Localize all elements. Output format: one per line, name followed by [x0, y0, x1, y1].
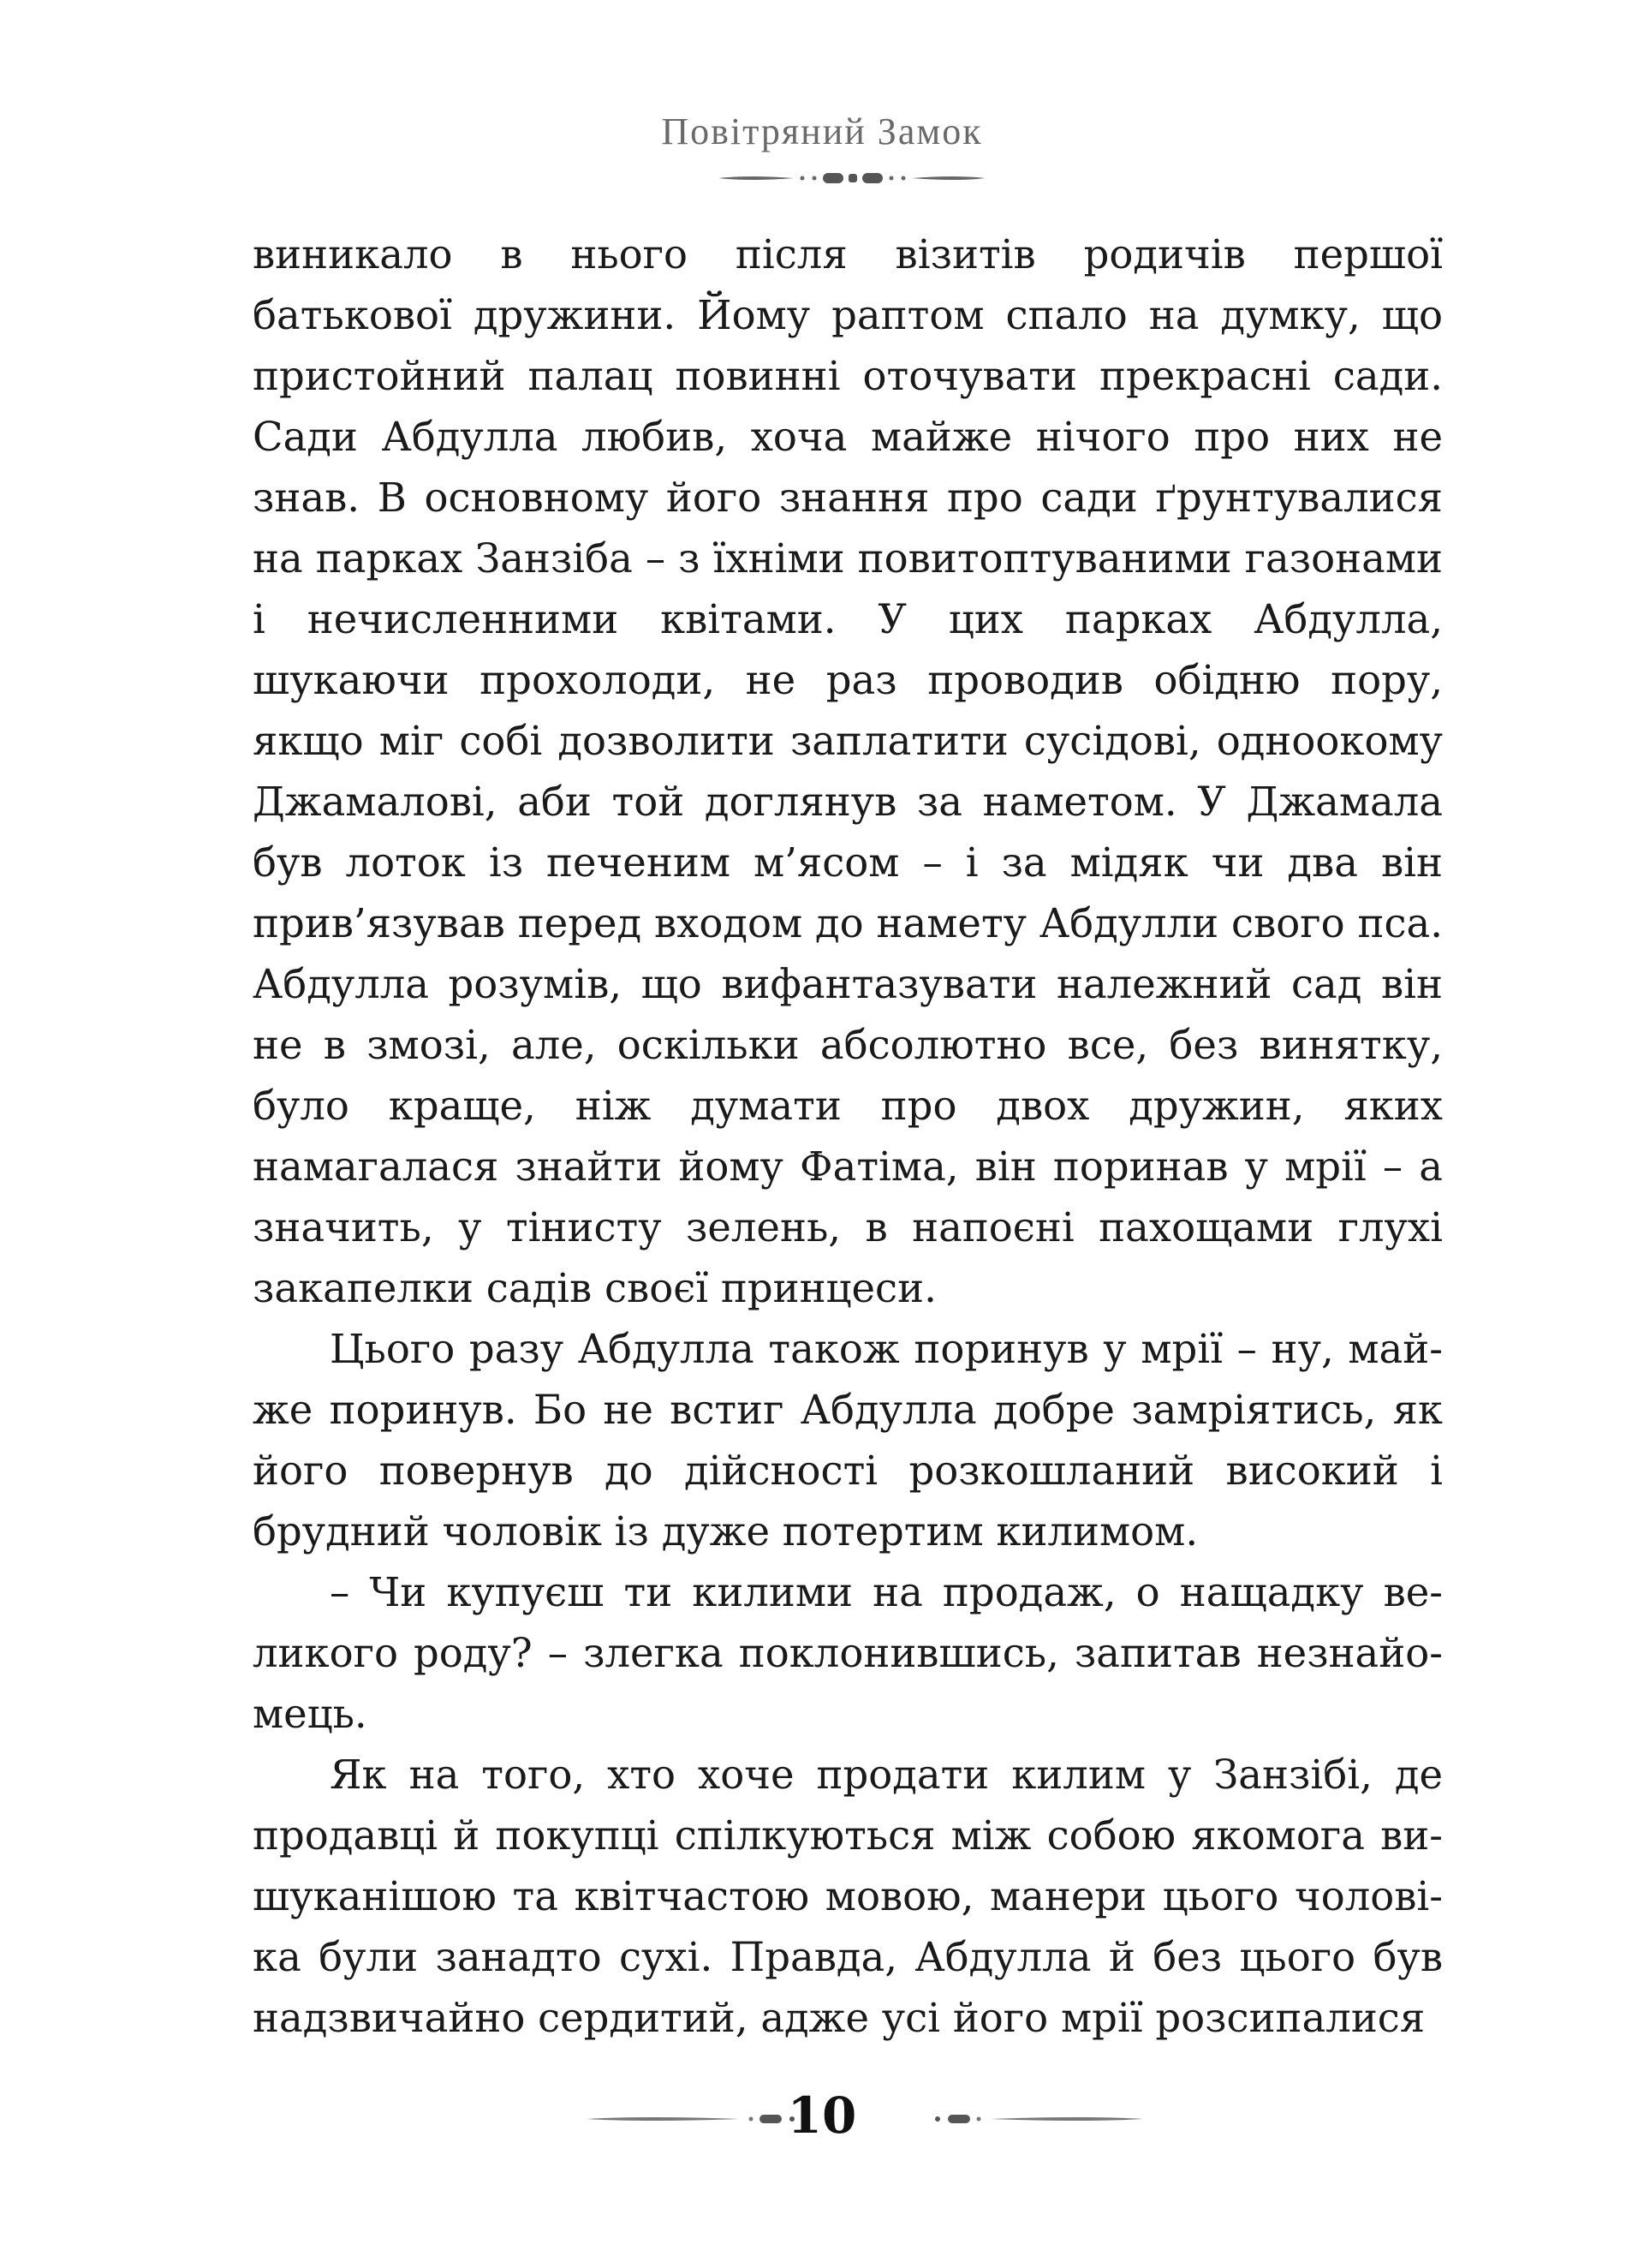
- page-number: 10: [787, 2086, 857, 2145]
- paragraph-3: – Чи купуєш ти килими на продаж, о нащадку великого роду? – злегка поклонившись, запитав незнайомець.: [253, 1569, 1443, 1737]
- header-ornament-icon: [715, 168, 989, 188]
- paragraph-2: Цього разу Абдулла також поринув у мрії – ну, майже поринув. Бо не встиг Абдулла добре замріятись, як його повернув до дійсності розкошланий високий і брудний чоловік із дуже потертим килимом.: [253, 1326, 1443, 1555]
- running-title: Повітряний Замок: [661, 110, 983, 152]
- page-footer: [0, 2081, 1644, 2150]
- paragraph-4: Як на того, хто хоче продати килим у Занзібі, де продавці й покупці спілкуються між собою якомога вишуканішою та квітчастою мовою, манери цього чоловіка були занадто сухі. Правда, Абдулла й без цього був надзвичайно сердитий, адже усі його мрії розсипалися: [253, 1752, 1443, 2041]
- paragraph-1: виникало в нього після візитів родичів першої батькової дружини. Йому раптом спало на думку, що пристойний палац повинні оточувати прекрасні сади. Сади Абдулла любив, хоча майже нічого про них не знав. В основному його знання про сади ґрунтувалися на парках Занзіба – з їхніми повитоптуваними газонами і нечисленними квітами. У цих парках Абдулла, шукаючи прохолоди, не раз проводив обідню пору, якщо міг собі дозволити заплатити сусідові, одноокому Джамалові, аби той доглянув за наметом. У Джамала був лоток із печеним м’ясом – і за мідяк чи два він прив’язував перед входом до намету Абдулли свого пса. Абдулла розумів, що вифантазувати належний сад він не в змозі, але, оскільки абсолютно все, без винятку, було краще, ніж думати про двох дружин, яких намагалася знайти йому Фатіма, він поринав у мрії – а значить, у тінисту зелень, в напоєні пахощами глухі закапелки садів своєї принцеси.: [253, 231, 1443, 1311]
- body-text: [253, 224, 1443, 2049]
- footer-ornament-right-icon: [922, 2110, 1145, 2128]
